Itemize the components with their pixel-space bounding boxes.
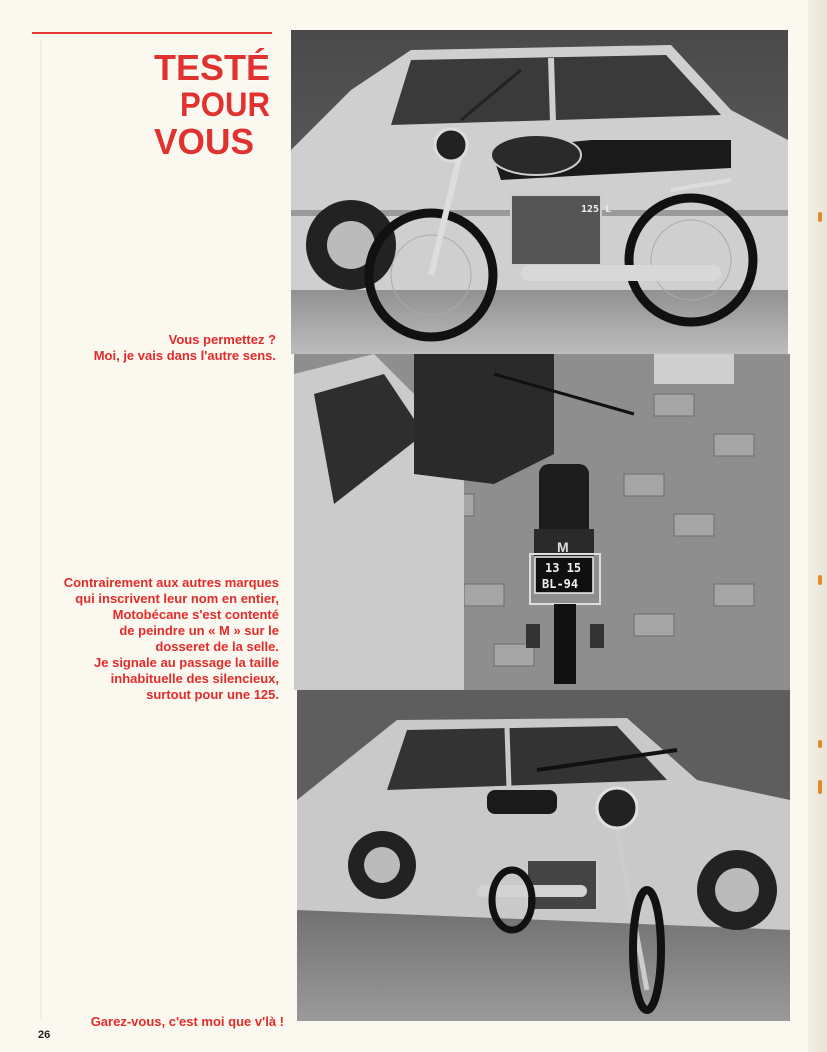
logo-line-2: POUR xyxy=(180,86,270,124)
caption-2-line: Motobécane s'est contenté xyxy=(112,607,279,622)
edge-mark xyxy=(818,780,822,794)
license-plate-line-2: BL-94 xyxy=(542,577,579,591)
teste-pour-vous-logo xyxy=(150,42,274,168)
photo-motorcycle-rear xyxy=(294,354,790,690)
caption-photo-2 xyxy=(20,575,279,703)
caption-2-line: qui inscrivent leur nom en entier, xyxy=(75,591,279,606)
logo-line-3: VOUS xyxy=(154,121,254,162)
caption-2-line: de peindre un « M » sur le xyxy=(119,623,279,638)
caption-1-line: Vous permettez ? xyxy=(168,332,276,347)
side-badge-label: 125 L xyxy=(581,204,612,215)
caption-2-line: dosseret de la selle. xyxy=(155,639,279,654)
caption-2-line: inhabituelle des silencieux, xyxy=(110,671,279,686)
show-through-text xyxy=(60,780,78,830)
caption-photo-1 xyxy=(40,332,276,364)
caption-2-line: Contrairement aux autres marques xyxy=(63,575,279,590)
top-rule xyxy=(32,32,272,34)
edge-mark xyxy=(818,575,822,585)
caption-2-line: Je signale au passage la taille xyxy=(94,655,279,670)
seat-letter: M xyxy=(557,539,569,555)
license-plate-line-1: 13 15 xyxy=(545,561,582,575)
photo-motorcycle-side xyxy=(291,30,788,354)
photo-motorcycle-front xyxy=(297,690,790,1021)
caption-2-line: surtout pour une 125. xyxy=(146,687,279,702)
caption-1-line: Moi, je vais dans l'autre sens. xyxy=(93,348,276,363)
caption-photo-3 xyxy=(40,1014,284,1030)
edge-mark xyxy=(818,212,822,222)
page-edge xyxy=(808,0,827,1052)
page-number: 26 xyxy=(38,1029,51,1041)
caption-3-line: Garez-vous, c'est moi que v'là ! xyxy=(90,1014,284,1029)
logo-line-1: TESTÉ xyxy=(154,47,270,88)
edge-mark xyxy=(818,740,822,748)
show-through-column xyxy=(40,40,292,1020)
